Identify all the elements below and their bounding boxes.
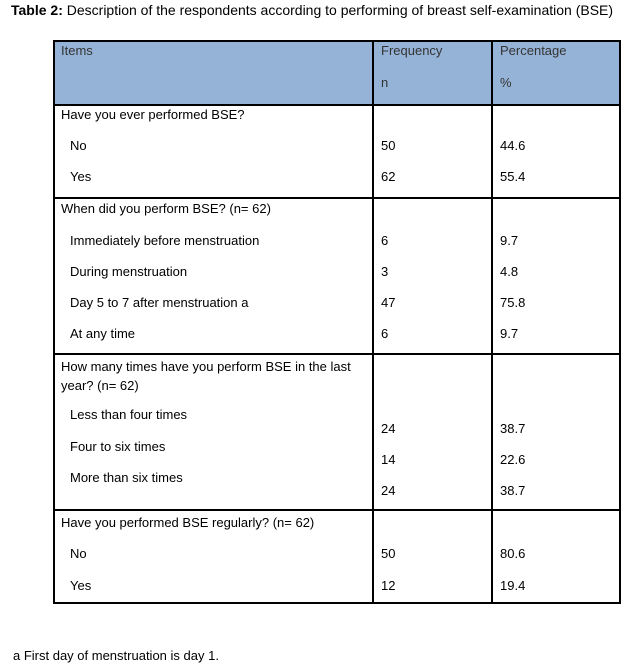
- row-label: Four to six times: [70, 439, 166, 454]
- row-divider: [55, 353, 619, 355]
- row-label: Yes: [70, 578, 92, 593]
- row-percentage: 38.7: [500, 483, 526, 498]
- row-frequency: 50: [381, 546, 396, 561]
- header-percentage: Percentage: [500, 43, 567, 58]
- row-label: During menstruation: [70, 264, 188, 279]
- table-caption-label: Table 2:: [11, 2, 63, 18]
- row-percentage: 80.6: [500, 546, 526, 561]
- row-frequency: 14: [381, 452, 396, 467]
- table-caption: [11, 2, 613, 18]
- row-frequency: 62: [381, 169, 396, 184]
- header-frequency: Frequency: [381, 43, 443, 58]
- row-frequency: 6: [381, 326, 389, 341]
- row-divider: [55, 197, 619, 199]
- row-label: Yes: [70, 169, 92, 184]
- question-when-performed: When did you perform BSE? (n= 62): [61, 201, 271, 216]
- row-label: At any time: [70, 326, 136, 341]
- row-frequency: 6: [381, 233, 389, 248]
- row-frequency: 3: [381, 264, 389, 279]
- table-caption-text: Description of the respondents according to performing of breast self-examination (BSE): [62, 2, 614, 18]
- row-percentage: 19.4: [500, 578, 526, 593]
- row-percentage: 44.6: [500, 138, 526, 153]
- row-percentage: 9.7: [500, 233, 519, 248]
- header-items: Items: [61, 43, 93, 58]
- row-label: Immediately before menstruation: [70, 233, 260, 248]
- table-footnote: a First day of menstruation is day 1.: [13, 648, 219, 663]
- row-frequency: 24: [381, 421, 396, 436]
- question-regularly: Have you performed BSE regularly? (n= 62): [61, 515, 315, 530]
- row-label: No: [70, 138, 87, 153]
- row-divider: [55, 104, 619, 106]
- row-frequency: 12: [381, 578, 396, 593]
- row-frequency: 24: [381, 483, 396, 498]
- row-frequency: 50: [381, 138, 396, 153]
- header-frequency-unit: n: [381, 75, 389, 90]
- column-divider: [372, 42, 374, 602]
- row-percentage: 4.8: [500, 264, 519, 279]
- question-how-many-times: How many times have you perform BSE in the last year? (n= 62): [61, 359, 351, 393]
- column-divider: [491, 42, 493, 602]
- row-percentage: 38.7: [500, 421, 526, 436]
- row-percentage: 22.6: [500, 452, 526, 467]
- row-percentage: 9.7: [500, 326, 519, 341]
- row-frequency: 47: [381, 295, 396, 310]
- header-percentage-unit: %: [500, 75, 512, 90]
- question-ever-performed: Have you ever performed BSE?: [61, 107, 245, 122]
- row-label: No: [70, 546, 87, 561]
- row-percentage: 75.8: [500, 295, 526, 310]
- row-label: More than six times: [70, 470, 183, 485]
- row-percentage: 55.4: [500, 169, 526, 184]
- row-label: Day 5 to 7 after menstruation a: [70, 295, 249, 310]
- bse-table: [53, 40, 621, 604]
- row-label: Less than four times: [70, 407, 188, 422]
- row-divider: [55, 509, 619, 511]
